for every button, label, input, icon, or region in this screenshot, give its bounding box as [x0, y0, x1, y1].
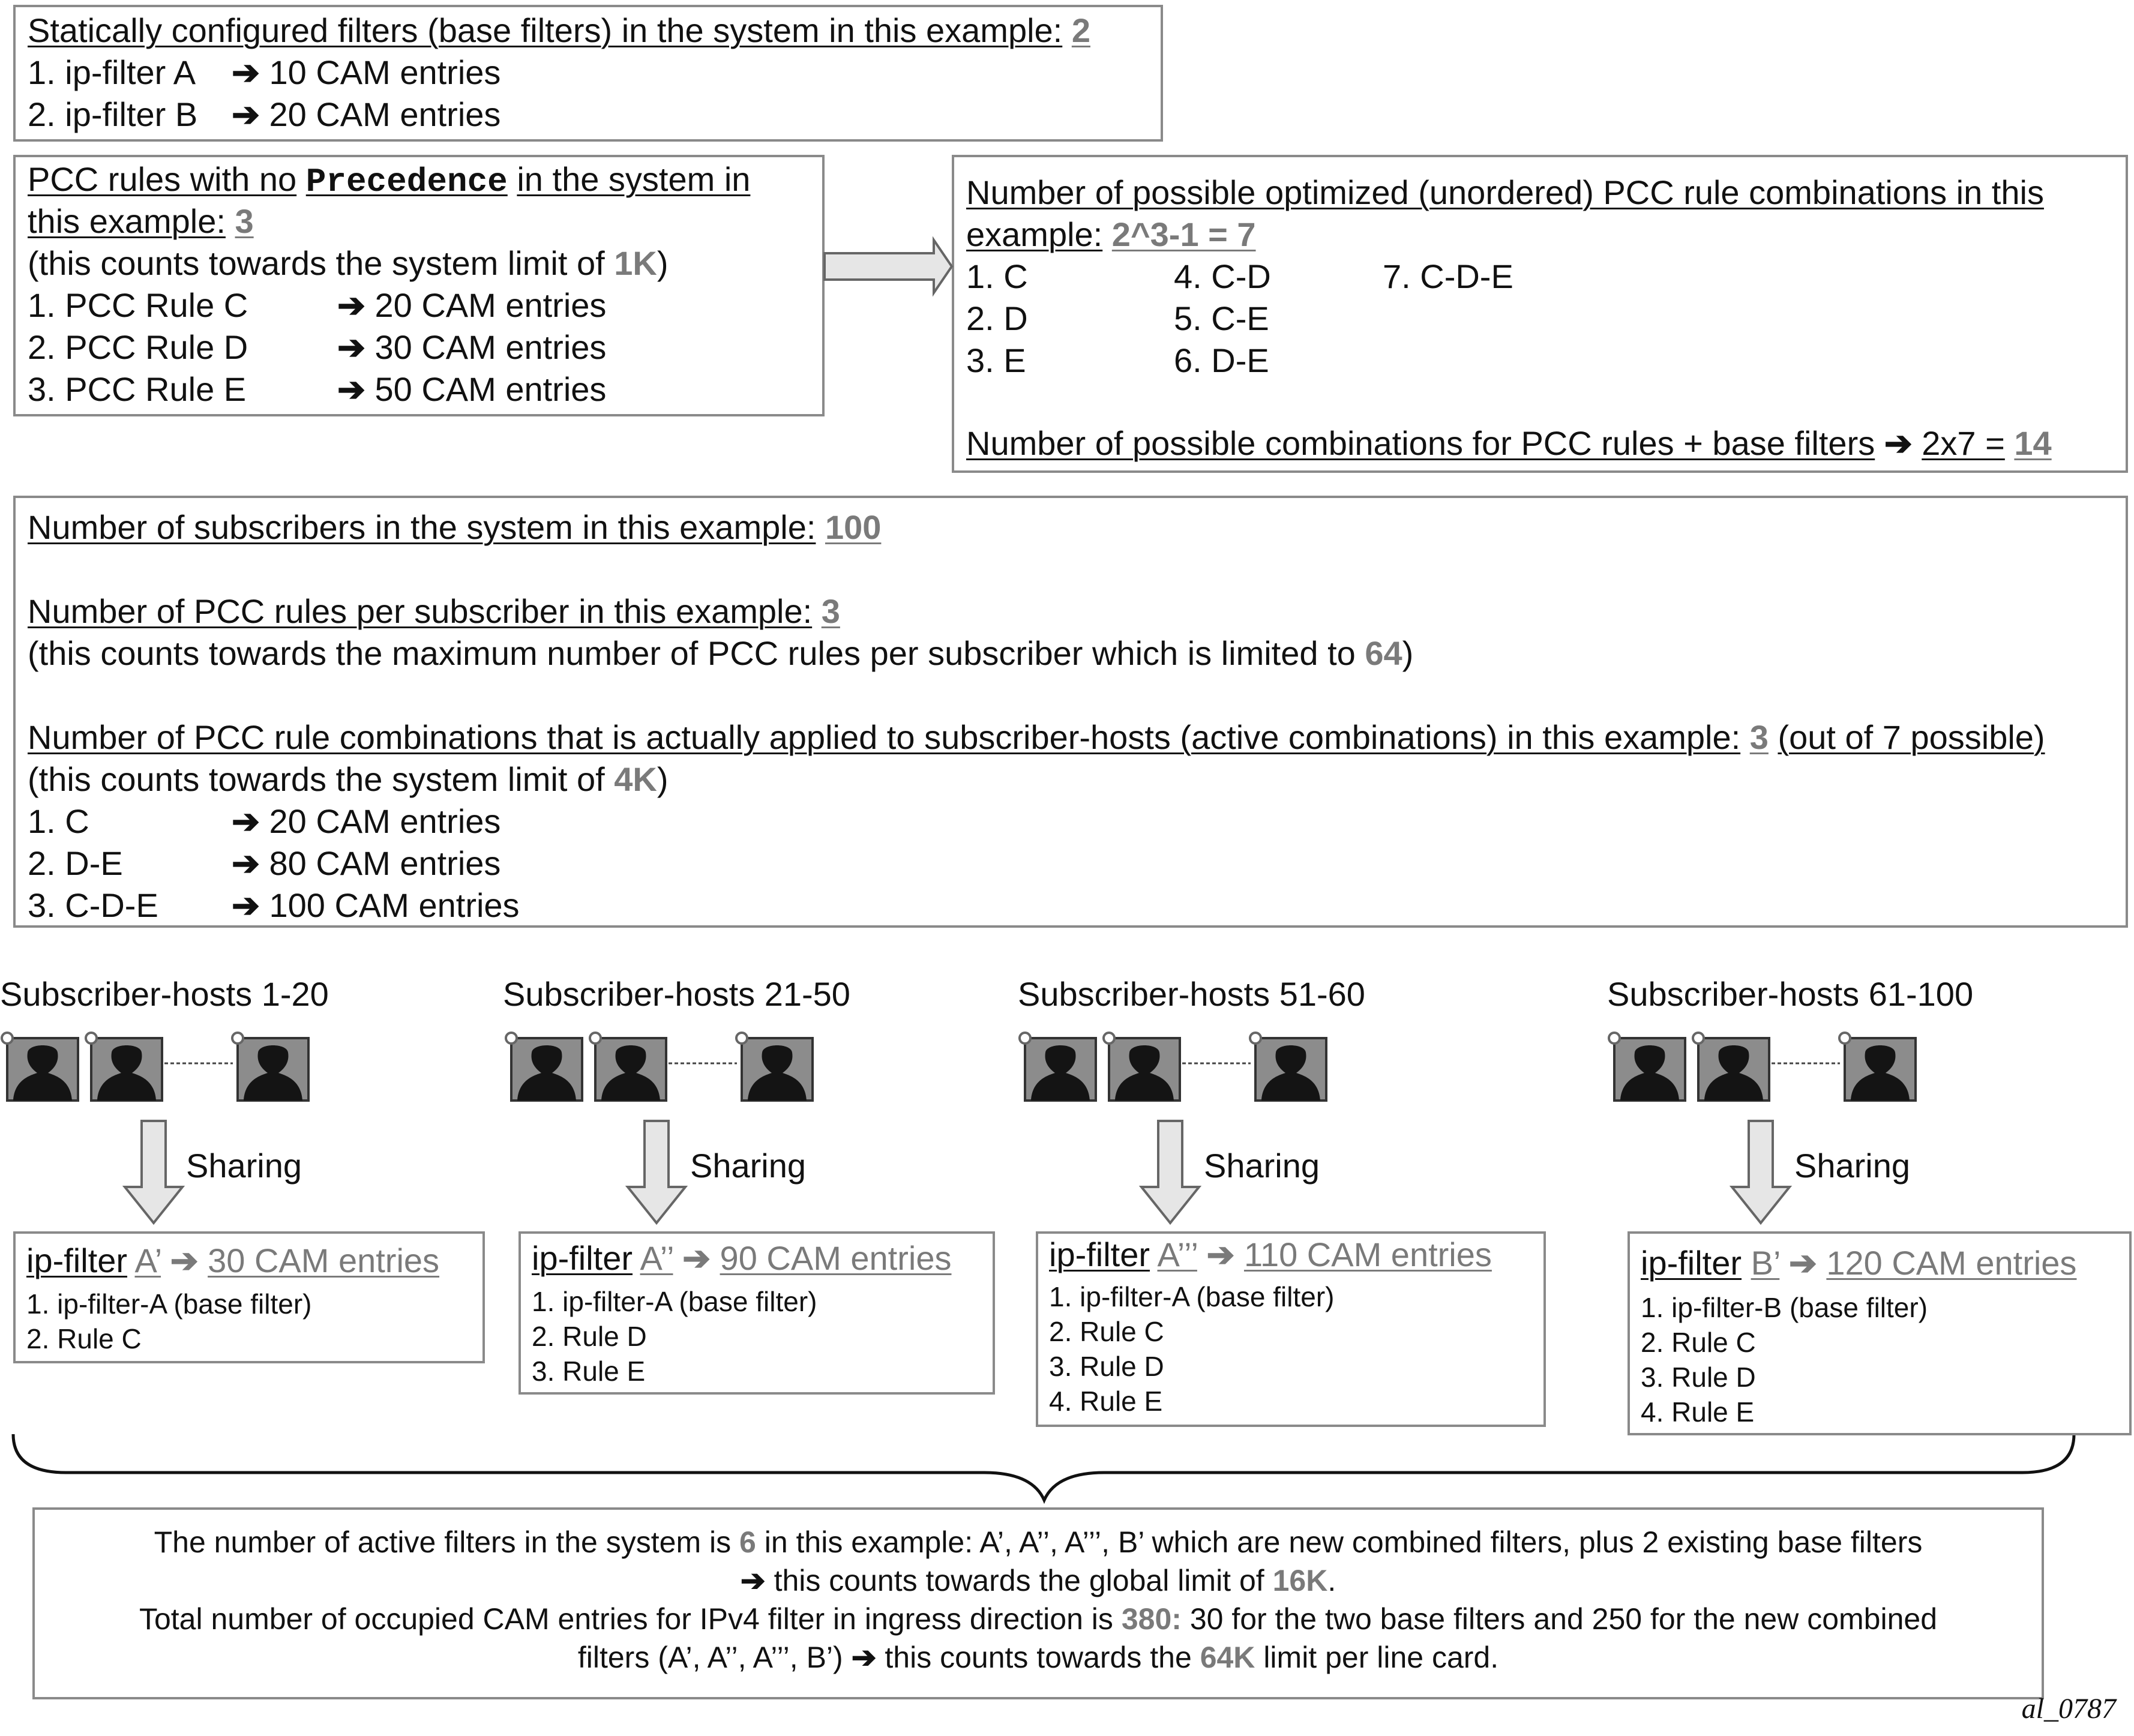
rules-per-subscriber-value: 3	[821, 592, 840, 630]
figure-id-watermark: al_0787	[2021, 1693, 2116, 1725]
arrow-icon: ➔	[1206, 1236, 1235, 1273]
base-filter-item-b: 2. ip-filter B	[28, 95, 198, 133]
combined-filter-box-a1	[13, 1231, 485, 1363]
down-arrow-icon	[125, 1121, 182, 1223]
pcc-limit-note: (this counts towards the system limit of 1K)	[28, 244, 669, 282]
filter-name: A’	[134, 1242, 161, 1279]
filter-prefix: ip-filter	[1049, 1236, 1150, 1273]
pcc-rule-d-entries: 30 CAM entries	[374, 328, 607, 366]
rules-per-subscriber-note: (this counts towards the maximum number of PCC rules per subscriber which is limited to 64)	[28, 634, 1414, 672]
group-header: Subscriber-hosts 61-100	[1607, 975, 1974, 1013]
down-arrow-icon	[628, 1121, 685, 1223]
user-icon	[1250, 1033, 1326, 1101]
combinations-count: 2^3-1 = 7	[1111, 215, 1256, 253]
arrow-icon: ➔	[337, 328, 365, 366]
rules-per-subscriber-text: Number of PCC rules per subscriber in this example:	[28, 592, 813, 630]
filter-item: 1. ip-filter-A (base filter)	[26, 1288, 312, 1320]
right-arrow-icon	[825, 240, 952, 293]
pcc-rule-d-label: 2. PCC Rule D	[28, 328, 248, 366]
user-icon	[2, 1033, 78, 1101]
combo-item: 6. D-E	[1174, 341, 1269, 379]
filter-item: 4. Rule E	[1641, 1396, 1755, 1428]
arrow-icon: ➔	[170, 1242, 199, 1279]
down-arrow-icon	[1141, 1121, 1199, 1223]
arrow-icon: ➔	[1788, 1244, 1817, 1282]
precedence-keyword: Precedence	[305, 163, 508, 201]
summary-line-4: filters (A’, A’’, A’’’, B’) ➔ this counts towards the 64K limit per line card.	[577, 1641, 1499, 1674]
active-combo-entries: 80 CAM entries	[269, 844, 501, 882]
summary-box	[32, 1507, 2044, 1699]
active-combo-label: 2. D-E	[28, 844, 123, 882]
sharing-label: Sharing	[1204, 1147, 1320, 1185]
active-combo-entries: 100 CAM entries	[269, 886, 520, 924]
arrow-icon: ➔	[682, 1239, 711, 1277]
filter-prefix: ip-filter	[532, 1239, 633, 1277]
combinations-total-value: 14	[2014, 424, 2052, 462]
user-icon	[1693, 1033, 1769, 1101]
active-combinations-value: 3	[1749, 718, 1769, 756]
sharing-label: Sharing	[690, 1147, 807, 1185]
base-filters-count: 2	[1071, 11, 1090, 49]
combinations-title: Number of possible optimized (unordered) PCC rule combinations in this	[966, 173, 2044, 211]
pcc-rule-e-entries: 50 CAM entries	[374, 370, 607, 408]
subscribers-count-text: Number of subscribers in the system in this example:	[28, 508, 816, 546]
filter-item: 1. ip-filter-A (base filter)	[532, 1286, 817, 1317]
filter-item: 2. Rule C	[26, 1323, 142, 1354]
combinations-total-text: Number of possible combinations for PCC rules + base filters	[966, 424, 1875, 462]
active-combinations-text: Number of PCC rule combinations that is actually applied to subscriber-hosts (active combinations) in this example:	[28, 718, 1741, 756]
combined-filter-box-a3	[1036, 1231, 1546, 1427]
filter-name: B’	[1751, 1244, 1780, 1282]
filter-entries: 110 CAM entries	[1243, 1236, 1492, 1273]
group-header: Subscriber-hosts 1-20	[0, 975, 329, 1013]
arrow-icon: ➔	[232, 802, 260, 840]
filter-item: 4. Rule E	[1049, 1386, 1163, 1417]
subscribers-count-value: 100	[825, 508, 882, 546]
filter-item: 1. ip-filter-A (base filter)	[1049, 1281, 1335, 1312]
combo-item: 3. E	[966, 341, 1026, 379]
summary-line-1: The number of active filters in the system is 6 in this example: A’, A’’, A’’’, B’ which are new combined filters, plus 2 existing base filters	[154, 1525, 1923, 1559]
pcc-rule-c-entries: 20 CAM entries	[374, 286, 607, 324]
filter-item: 3. Rule D	[1641, 1362, 1756, 1393]
pcc-rule-c-label: 1. PCC Rule C	[28, 286, 248, 324]
base-filter-item-a: 1. ip-filter A	[28, 53, 196, 91]
user-icon	[1020, 1033, 1096, 1101]
combo-item: 4. C-D	[1174, 257, 1271, 295]
filter-entries: 30 CAM entries	[208, 1242, 440, 1279]
arrow-icon: ➔	[851, 1641, 877, 1674]
arrow-icon: ➔	[1884, 424, 1913, 462]
active-combo-label: 3. C-D-E	[28, 886, 158, 924]
user-icon	[86, 1033, 162, 1101]
arrow-icon: ➔	[232, 53, 260, 91]
base-filter-b-entries: 20 CAM entries	[269, 95, 501, 133]
user-icon	[1104, 1033, 1180, 1101]
filter-prefix: ip-filter	[26, 1242, 128, 1279]
filter-name: A’’	[640, 1239, 673, 1277]
user-icon	[590, 1033, 666, 1101]
sharing-label: Sharing	[186, 1147, 302, 1185]
group-header: Subscriber-hosts 21-50	[503, 975, 850, 1013]
filter-name: A’’’	[1157, 1236, 1197, 1273]
active-combinations-post: (out of 7 possible)	[1778, 718, 2045, 756]
active-combinations-note: (this counts towards the system limit of 4K)	[28, 760, 669, 798]
curly-brace	[13, 1434, 2074, 1500]
combo-item: 1. C	[966, 257, 1028, 295]
filter-item: 2. Rule C	[1049, 1316, 1164, 1347]
pcc-count: 3	[235, 202, 254, 240]
sharing-label: Sharing	[1794, 1147, 1911, 1185]
group-header: Subscriber-hosts 51-60	[1018, 975, 1365, 1013]
summary-line-2: ➔ this counts towards the global limit of 16K.	[740, 1564, 1336, 1597]
filter-prefix: ip-filter	[1641, 1244, 1742, 1282]
summary-line-3: Total number of occupied CAM entries for IPv4 filter in ingress direction is 380: 30 for the two base filters and 250 for the new combined	[139, 1602, 1938, 1636]
filter-item: 3. Rule D	[1049, 1351, 1164, 1382]
pcc-title-pre: PCC rules with no	[28, 160, 297, 198]
down-arrow-icon	[1732, 1121, 1790, 1223]
arrow-icon: ➔	[232, 844, 260, 882]
user-icon	[506, 1033, 582, 1101]
filter-item: 2. Rule C	[1641, 1327, 1756, 1358]
base-filter-a-entries: 10 CAM entries	[269, 53, 501, 91]
combined-filter-box-a2	[518, 1231, 995, 1395]
combinations-total-calc: 2x7 =	[1922, 424, 2005, 462]
pcc-title-post: in the system in	[517, 160, 751, 198]
filter-item: 1. ip-filter-B (base filter)	[1641, 1292, 1928, 1323]
combined-filter-box-b1	[1628, 1231, 2132, 1435]
arrow-icon: ➔	[232, 95, 260, 133]
arrow-icon: ➔	[337, 286, 365, 324]
user-icon	[736, 1033, 813, 1101]
combo-item: 2. D	[966, 299, 1028, 337]
combo-item: 5. C-E	[1174, 299, 1269, 337]
base-filters-title: Statically configured filters (base filters) in the system in this example:	[28, 11, 1063, 49]
filter-entries: 120 CAM entries	[1826, 1244, 2077, 1282]
user-icon	[232, 1033, 308, 1101]
filter-entries: 90 CAM entries	[720, 1239, 952, 1277]
filter-item: 3. Rule E	[532, 1356, 646, 1387]
arrow-icon: ➔	[337, 370, 365, 408]
arrow-icon: ➔	[232, 886, 260, 924]
pcc-title-line2: this example:	[28, 202, 226, 240]
filter-item: 2. Rule D	[532, 1321, 647, 1352]
pcc-rule-e-label: 3. PCC Rule E	[28, 370, 247, 408]
active-combo-entries: 20 CAM entries	[269, 802, 501, 840]
user-icon	[1839, 1033, 1916, 1101]
arrow-icon: ➔	[740, 1564, 766, 1597]
active-combo-label: 1. C	[28, 802, 89, 840]
combinations-title-line2: example:	[966, 215, 1103, 253]
combo-item: 7. C-D-E	[1383, 257, 1513, 295]
user-icon	[1609, 1033, 1685, 1101]
